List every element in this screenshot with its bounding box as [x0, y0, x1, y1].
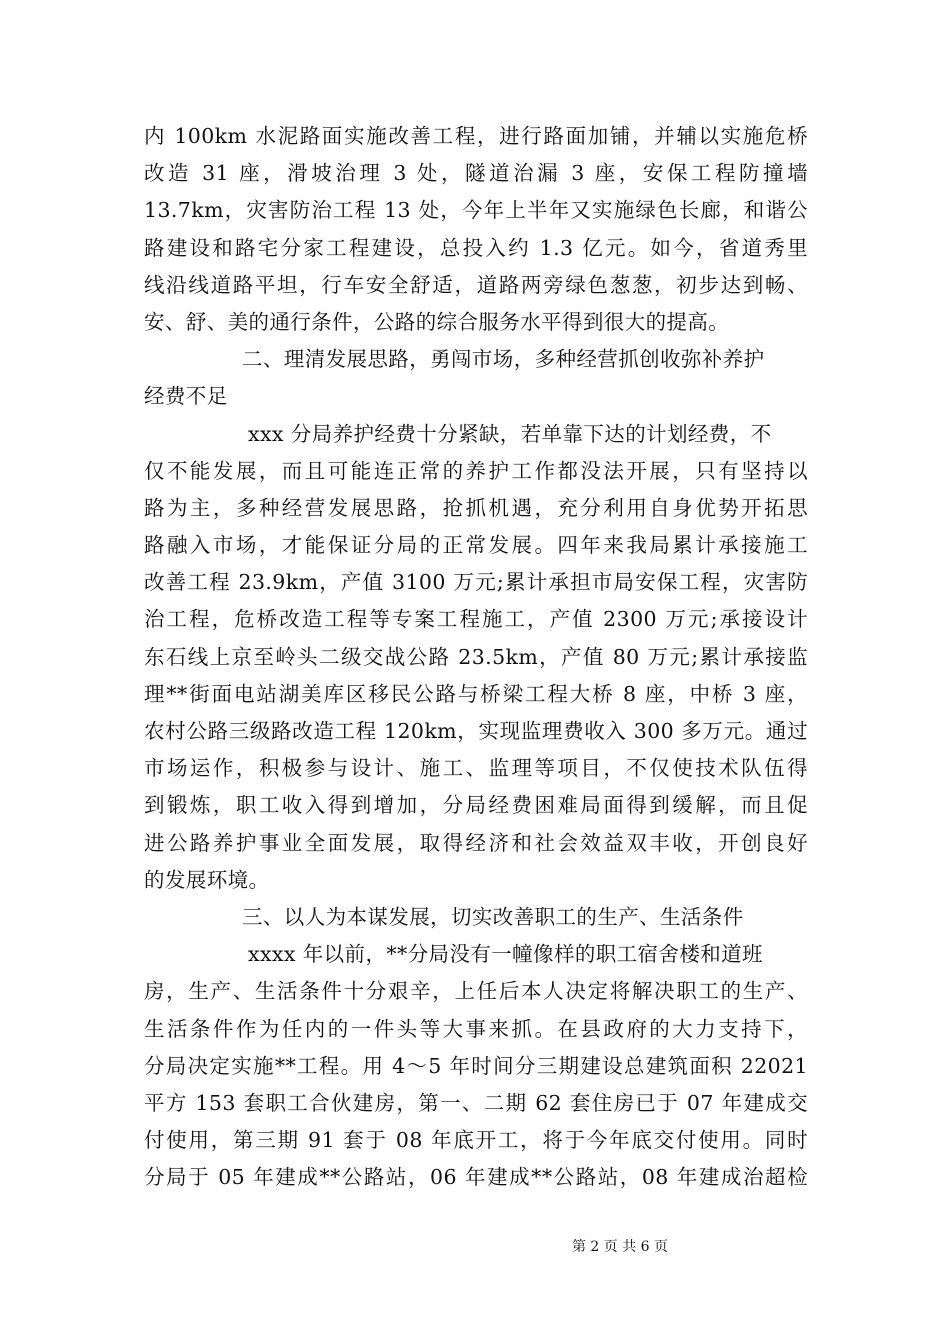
page-number: 第 2 页 共 6 页: [571, 1239, 669, 1255]
paragraph-line: 内 100km 水泥路面实施改善工程，进行路面加铺，并辅以实施危桥: [144, 124, 808, 148]
paragraph-line: xxxx 年以前，**分局没有一幢像样的职工宿舍楼和道班: [248, 942, 763, 967]
section-heading: 三、以人为本谋发展，切实改善职工的生产、生活条件: [242, 904, 744, 929]
paragraph-line: 到锻炼，职工收入得到增加，分局经费困难局面得到缓解，而且促: [144, 793, 808, 818]
section-heading-continued: 经费不足: [144, 384, 228, 409]
section-heading: 二、理清发展思路，勇闯市场，多种经营抓创收弥补养护: [242, 347, 765, 372]
document-body: [144, 118, 808, 1196]
paragraph-line: 路融入市场，才能保证分局的正常发展。四年来我局累计承接施工: [144, 533, 808, 558]
paragraph-line: 治工程，危桥改造工程等专案工程施工，产值 2300 万元;承接设计: [144, 607, 808, 632]
paragraph-line: 市场运作，积极参与设计、施工、监理等项目，不仅使技术队伍得: [144, 756, 808, 781]
paragraph-line: 线沿线道路平坦，行车安全舒适，道路两旁绿色葱葱，初步达到畅、: [144, 272, 808, 297]
paragraph-line: 生活条件作为任内的一件头等大事来抓。在县政府的大力支持下，: [144, 1016, 808, 1041]
paragraph-line: 安、舒、美的通行条件，公路的综合服务水平得到很大的提高。: [144, 309, 730, 334]
paragraph-line: 农村公路三级路改造工程 120km，实现监理费收入 300 多万元。通过: [144, 719, 808, 743]
paragraph-line: 改善工程 23.9km，产值 3100 万元;累计承担市局安保工程，灾害防: [144, 570, 808, 595]
paragraph-line: 改造 31 座，滑坡治理 3 处，隧道治漏 3 座，安保工程防撞墙: [144, 161, 808, 186]
paragraph-line: 分局于 05 年建成**公路站，06 年建成**公路站，08 年建成治超检: [144, 1165, 808, 1190]
paragraph-line: 13.7km，灾害防治工程 13 处，今年上半年又实施绿色长廊，和谐公: [144, 198, 808, 223]
paragraph-line: 路为主，多种经营发展思路，抢抓机遇，充分利用自身优势开拓思: [144, 495, 808, 520]
paragraph-line: 路建设和路宅分家工程建设，总投入约 1.3 亿元。如今，省道秀里: [144, 235, 808, 260]
paragraph-line: 付使用，第三期 91 套于 08 年底开工，将于今年底交付使用。同时: [144, 1128, 808, 1153]
paragraph-line: 仅不能发展，而且可能连正常的养护工作都没法开展，只有坚持以: [144, 458, 808, 483]
paragraph-line: 的发展环境。: [144, 867, 270, 892]
paragraph-line: 平方 153 套职工合伙建房，第一、二期 62 套住房已于 07 年建成交: [144, 1090, 808, 1115]
paragraph-line: 进公路养护事业全面发展，取得经济和社会效益双丰收，开创良好: [144, 830, 808, 855]
paragraph-line: 东石线上京至岭头二级交战公路 23.5km，产值 80 万元;累计承接监: [144, 644, 808, 669]
paragraph-line: xxx 分局养护经费十分紧缺，若单靠下达的计划经费，不: [248, 421, 772, 446]
paragraph-line: 分局决定实施**工程。用 4～5 年时间分三期建设总建筑面积 22021: [144, 1053, 808, 1078]
paragraph-line: 理**街面电站湖美库区移民公路与桥梁工程大桥 8 座，中桥 3 座，: [144, 681, 808, 706]
paragraph-line: 房，生产、生活条件十分艰辛，上任后本人决定将解决职工的生产、: [144, 979, 808, 1004]
